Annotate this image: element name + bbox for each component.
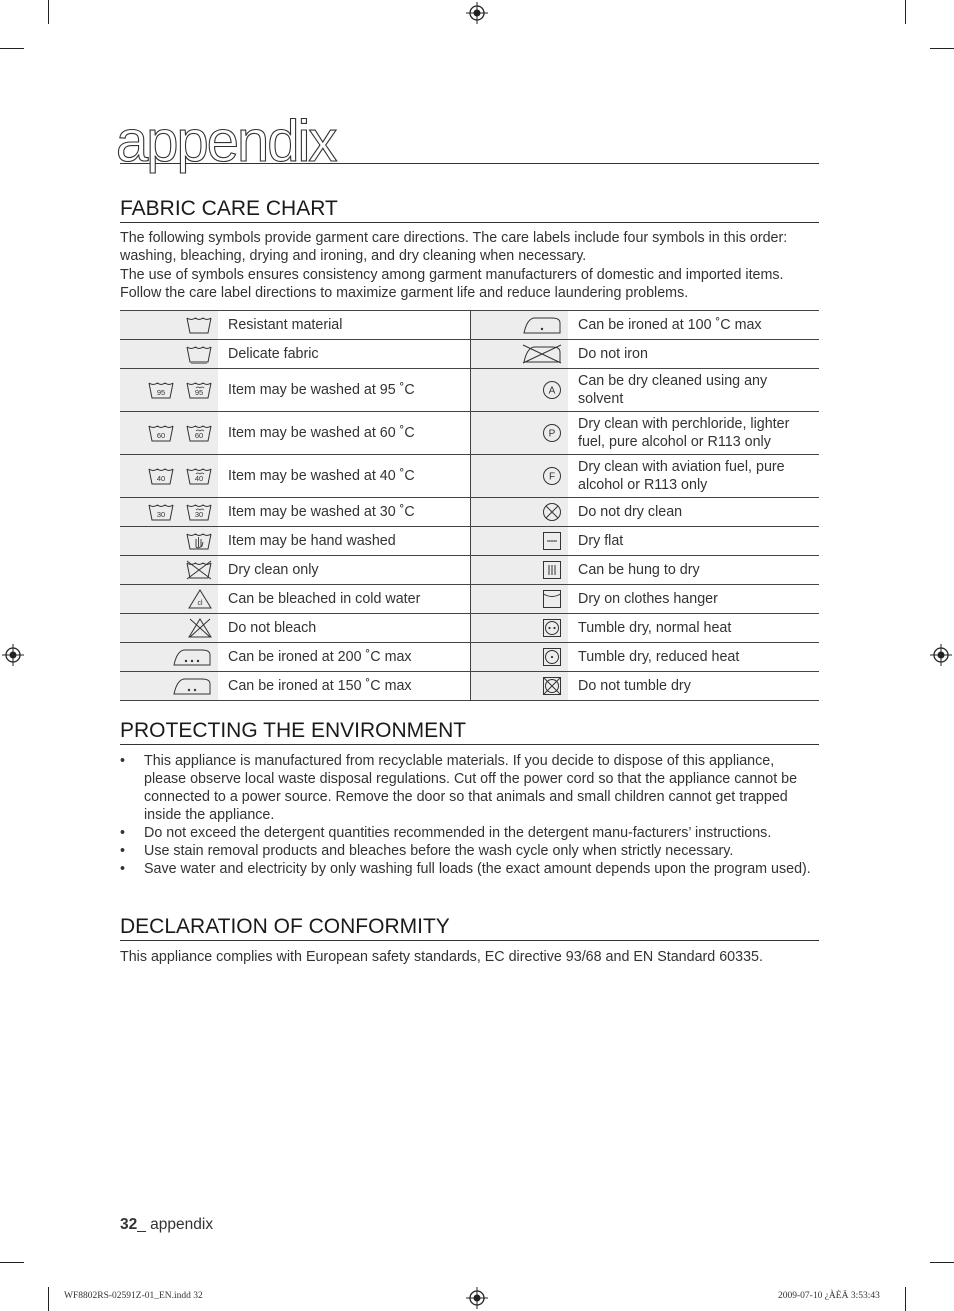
table-row [120, 556, 819, 585]
care-label-text: Dry clean with perchloride, lighter fuel, pure alcohol or R113 only [568, 412, 819, 455]
list-item: • This appliance is manufactured from recyclable materials. If you decide to dispose of this appliance, please observe local waste disposal regulations. Cut off the power cord so that the appliance cannot be connected to a power source. Remove the door so that animals and small children cannot get trapped inside the appliance. [120, 753, 798, 823]
care-label-text: Dry flat [568, 527, 819, 556]
icon-label: F [548, 471, 556, 483]
list-item-text: Do not exceed the detergent quantities recommended in the detergent manu-facturers’ instructions. [144, 825, 772, 841]
print-slug-file: WF8802RS-02591Z-01_EN.indd 32 [64, 1291, 203, 1301]
care-label-text: Item may be washed at 30 ˚C [218, 498, 470, 527]
crop-mark [905, 1287, 906, 1311]
care-label-text: Tumble dry, normal heat [568, 614, 819, 643]
icon-label: 60 [194, 431, 204, 440]
care-label-text: Item may be washed at 60 ˚C [218, 412, 470, 455]
table-row [120, 585, 819, 614]
table-row [120, 643, 819, 672]
tub-delicate-icon [120, 340, 218, 369]
care-label-text: Do not dry clean [568, 498, 819, 527]
icon-label: 30 [194, 510, 204, 519]
care-label-text: Can be hung to dry [568, 556, 819, 585]
list-item: • Use stain removal products and bleaches before the wash cycle only when strictly necessary. [120, 843, 734, 859]
triangle-crossed-icon [120, 614, 218, 643]
square-line-icon [470, 527, 568, 556]
conformity-text: This appliance complies with European safety standards, EC directive 93/68 and EN Standard 60335. [120, 949, 763, 965]
environment-list [120, 752, 819, 878]
care-label-text: Tumble dry, reduced heat [568, 643, 819, 672]
list-item-text: Save water and electricity by only washing full loads (the exact amount depends upon the program used). [144, 861, 811, 877]
iron-crossed-icon [470, 340, 568, 369]
tub-30-icon [120, 498, 218, 527]
iron-one-dot-icon [470, 311, 568, 340]
circle-p-icon [470, 412, 568, 455]
care-label-text: Do not bleach [218, 614, 470, 643]
care-label-text: Can be dry cleaned using any solvent [568, 369, 819, 412]
registration-mark-icon [466, 2, 488, 24]
icon-label: P [548, 428, 556, 440]
tub-crossed-icon [120, 556, 218, 585]
footer-label: _ appendix [137, 1216, 214, 1233]
list-item-text: Use stain removal products and bleaches before the wash cycle only when strictly necessary. [144, 843, 734, 859]
care-label-text: Can be bleached in cold water [218, 585, 470, 614]
care-label-text: Do not tumble dry [568, 672, 819, 701]
list-item-text: This appliance is manufactured from recyclable materials. If you decide to dispose of this appliance, please observe local waste disposal regulations. Cut off the power cord so that the appliance cannot be connected to a power source. Remove the door so that animals and small children cannot get trapped inside the appliance. [144, 753, 798, 823]
fabric-care-table [120, 310, 819, 701]
page-title: appendix [116, 109, 336, 174]
triangle-cl-icon [120, 585, 218, 614]
icon-label: A [548, 385, 556, 397]
care-label-text: Delicate fabric [218, 340, 470, 369]
table-row [120, 672, 819, 701]
care-label-text: Do not iron [568, 340, 819, 369]
tumble-one-dot-icon [470, 643, 568, 672]
crop-mark [0, 48, 24, 49]
circle-crossed-icon [470, 498, 568, 527]
iron-two-dots-icon [120, 672, 218, 701]
crop-mark [48, 1287, 49, 1311]
table-row [120, 527, 819, 556]
crop-mark [48, 0, 49, 24]
circle-f-icon [470, 455, 568, 498]
table-row [120, 311, 819, 340]
tumble-crossed-icon [470, 672, 568, 701]
tub-resistant-icon [120, 311, 218, 340]
care-label-text: Item may be hand washed [218, 527, 470, 556]
care-label-text: Resistant material [218, 311, 470, 340]
square-lines-icon [470, 556, 568, 585]
circle-a-icon [470, 369, 568, 412]
tumble-two-dots-icon [470, 614, 568, 643]
table-row [120, 412, 819, 455]
care-label-text: Item may be washed at 95 ˚C [218, 369, 470, 412]
tub-60-icon [120, 412, 218, 455]
registration-mark-icon [466, 1287, 488, 1309]
crop-mark [930, 1262, 954, 1263]
registration-mark-icon [2, 644, 24, 666]
table-row [120, 455, 819, 498]
list-item: • Do not exceed the detergent quantities recommended in the detergent manu-facturers’ instructions. [120, 825, 772, 841]
crop-mark [930, 48, 954, 49]
care-label-text: Dry clean with aviation fuel, pure alcohol or R113 only [568, 455, 819, 498]
care-label-text: Can be ironed at 200 ˚C max [218, 643, 470, 672]
page-title-rule [116, 108, 819, 174]
square-hanger-icon [470, 585, 568, 614]
care-label-text: Dry on clothes hanger [568, 585, 819, 614]
icon-label: 30 [156, 510, 166, 519]
icon-label: 95 [194, 388, 204, 397]
crop-mark [0, 1262, 24, 1263]
conformity-heading: DECLARATION OF CONFORMITY [120, 915, 819, 941]
icon-label: 40 [194, 474, 204, 483]
table-row [120, 340, 819, 369]
fabric-care-intro-2: The use of symbols ensures consistency among garment manufacturers of domestic and imported items. Follow the care label directions to maximize garment life and reduce laundering problems. [120, 267, 784, 301]
crop-mark [905, 0, 906, 24]
table-row [120, 369, 819, 412]
icon-label: 60 [156, 431, 166, 440]
table-row [120, 614, 819, 643]
icon-label: 40 [156, 474, 166, 483]
care-label-text: Can be ironed at 150 ˚C max [218, 672, 470, 701]
iron-three-dots-icon [120, 643, 218, 672]
care-label-text: Can be ironed at 100 ˚C max [568, 311, 819, 340]
fabric-care-intro-1: The following symbols provide garment care directions. The care labels include four symbols in this order: washing, bleaching, drying and ironing, and dry cleaning when necessary. [120, 230, 788, 264]
care-label-text: Item may be washed at 40 ˚C [218, 455, 470, 498]
tub-95-icon [120, 369, 218, 412]
page-number: 32 [120, 1216, 138, 1233]
icon-label: 95 [156, 388, 166, 397]
fabric-care-heading: FABRIC CARE CHART [120, 197, 819, 223]
table-row [120, 498, 819, 527]
icon-label: cl [197, 600, 203, 607]
tub-40-icon [120, 455, 218, 498]
list-item: • Save water and electricity by only washing full loads (the exact amount depends upon the program used). [120, 861, 811, 877]
environment-heading: PROTECTING THE ENVIRONMENT [120, 719, 819, 745]
registration-mark-icon [930, 644, 952, 666]
page-footer [120, 1216, 213, 1234]
care-label-text: Dry clean only [218, 556, 470, 585]
print-slug-date: 2009-07-10 ¿ÀÈÄ 3:53:43 [778, 1291, 880, 1301]
tub-hand-icon [120, 527, 218, 556]
